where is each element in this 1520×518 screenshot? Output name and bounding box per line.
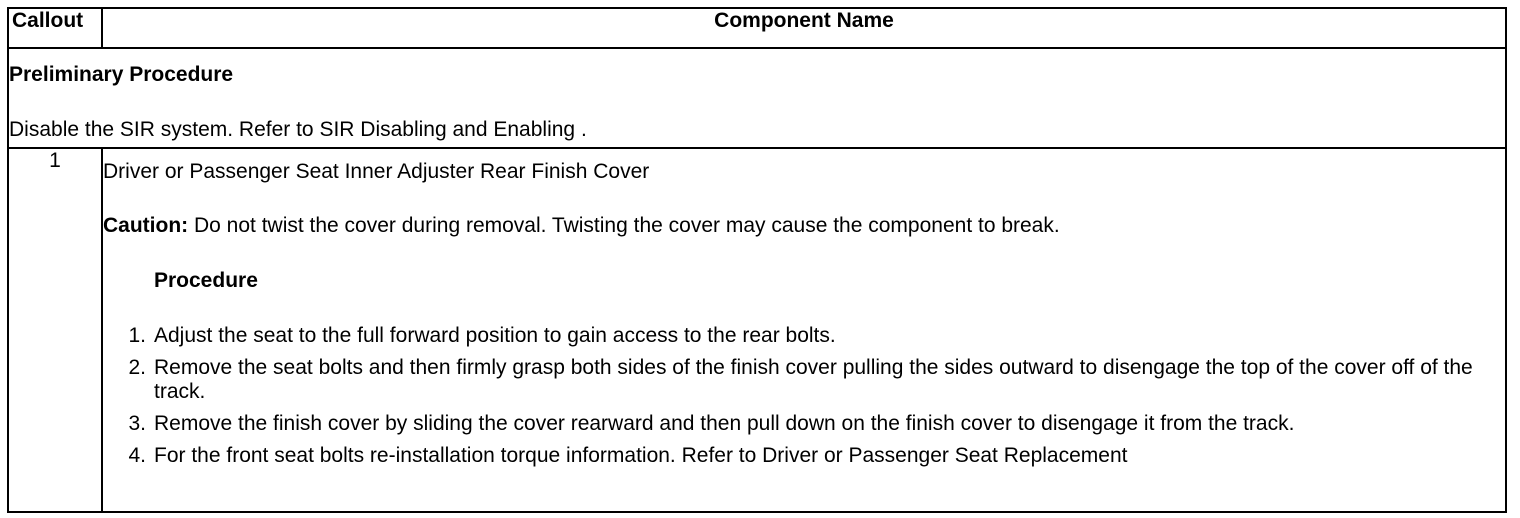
step-text: Remove the finish cover by sliding the cover rearward and then pull down on the finish cover to disengage it from the track. <box>154 412 1295 435</box>
header-row <box>8 8 1506 48</box>
caution-label: Caution: <box>103 214 189 237</box>
caution-note <box>103 214 1505 238</box>
list-item <box>103 356 1505 404</box>
procedure-heading: Procedure <box>154 269 258 292</box>
step-number: 1. <box>128 324 146 347</box>
preliminary-cell <box>8 48 1506 148</box>
list-item <box>103 324 1505 348</box>
component-name-header: Component Name <box>102 8 1506 48</box>
caution-text: Do not twist the cover during removal. Twisting the cover may cause the component to break. <box>188 214 1060 237</box>
callout-header: Callout <box>8 8 102 48</box>
component-name: Driver or Passenger Seat Inner Adjuster Rear Finish Cover <box>103 160 650 183</box>
table-row <box>8 148 1506 512</box>
preliminary-row <box>8 48 1506 148</box>
list-item <box>103 444 1505 468</box>
preliminary-title: Preliminary Procedure <box>9 63 234 86</box>
list-item <box>103 412 1505 436</box>
procedure-steps <box>103 324 1505 468</box>
component-cell <box>102 148 1506 512</box>
preliminary-text: Disable the SIR system. Refer to SIR Disabling and Enabling . <box>9 118 587 141</box>
step-text: Remove the seat bolts and then firmly grasp both sides of the finish cover pulling the sides outward to disengage the top of the cover off of the track. <box>154 356 1473 403</box>
step-text: Adjust the seat to the full forward position to gain access to the rear bolts. <box>154 324 836 347</box>
step-number: 4. <box>128 444 146 467</box>
step-number: 3. <box>128 412 146 435</box>
step-number: 2. <box>128 356 146 379</box>
callout-number: 1 <box>8 148 102 512</box>
step-text: For the front seat bolts re-installation torque information. Refer to Driver or Passenger Seat Replacement <box>154 444 1128 467</box>
procedure-table <box>7 7 1507 513</box>
